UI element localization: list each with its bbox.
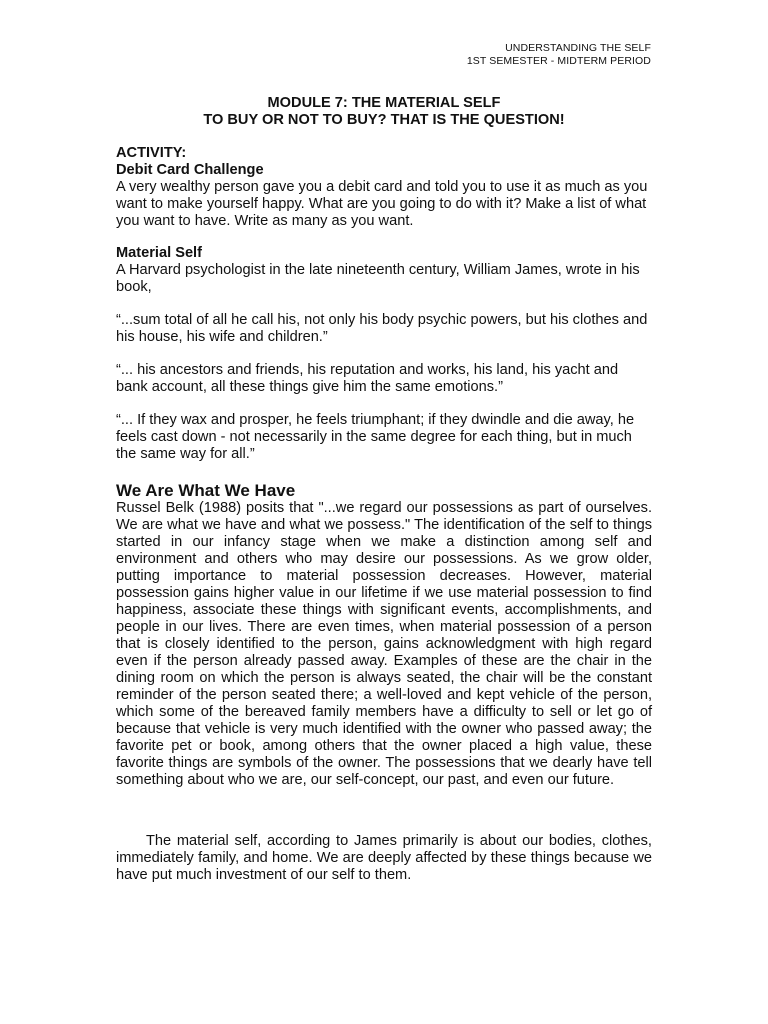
james-quote: “... If they wax and prosper, he feels triumphant; if they dwindle and die away, he feels cast down - not necessarily in the same degree for each thing, but in much the same way for all.” [116,412,635,462]
module-title [116,95,652,129]
module-subtitle-line: TO BUY OR NOT TO BUY? THAT IS THE QUESTION! [203,112,565,128]
activity-section [116,145,652,230]
semester-period: 1ST SEMESTER - MIDTERM PERIOD [466,55,651,67]
running-header [467,42,651,68]
closing-paragraph: The material self, according to James primarily is about our bodies, clothes, immediately family, and home. We are deeply affected by these things because we have put much investment of our self to them. [116,833,652,883]
module-title-line: MODULE 7: THE MATERIAL SELF [267,95,501,111]
james-quote: “... his ancestors and friends, his reputation and works, his land, his yacht and bank account, all these things give him the same emotions.” [116,362,619,395]
belk-paragraph: Russel Belk (1988) posits that "...we regard our possessions as part of ourselves. We are what we have and what we possess." The identification of the self to things started in our infancy stage when we make a distinction among self and environment and others who may desire our possessions. As we grow older, putting importance to material possession decreases. However, material possession gains higher value in our lifetime if we use material possession to find happiness, associate these things with significant events, accomplishments, and people in our lives. There are even times, when material possession of a person that is closely identified to the person, gains acknowledgment with high regard even if the person already passed away. Examples of these are the chair in the dining room on which the person is always seated, the chair will be the constant reminder of the person seated there; a well-loved and kept vehicle of the person, which some of the bereaved family members have a difficulty to sell or let go of because that vehicle is very much identified with the owner who passed away; the favorite pet or book, among others that the owner placed a high value, these favorite things are symbols of the owner. The possessions that we dearly have tell something about who we are, our self-concept, our past, and even our future. [116,500,652,788]
material-self-heading: Material Self [116,245,202,261]
course-title: UNDERSTANDING THE SELF [505,42,651,54]
we-are-what-we-have-section [116,481,652,789]
activity-label: ACTIVITY: [116,145,187,161]
closing-section [116,833,652,884]
activity-body: A very wealthy person gave you a debit card and told you to use it as much as you want to make yourself happy. What are you going to do with it? Make a list of what you want to have. Write as many as you want. [116,179,648,229]
material-self-intro: A Harvard psychologist in the late nineteenth century, William James, wrote in his book, [116,262,640,295]
material-self-section [116,245,652,463]
section-heading: We Are What We Have [116,481,296,500]
activity-heading: Debit Card Challenge [116,162,264,178]
james-quote: “...sum total of all he call his, not only his body psychic powers, but his clothes and his house, his wife and children.” [116,312,648,345]
